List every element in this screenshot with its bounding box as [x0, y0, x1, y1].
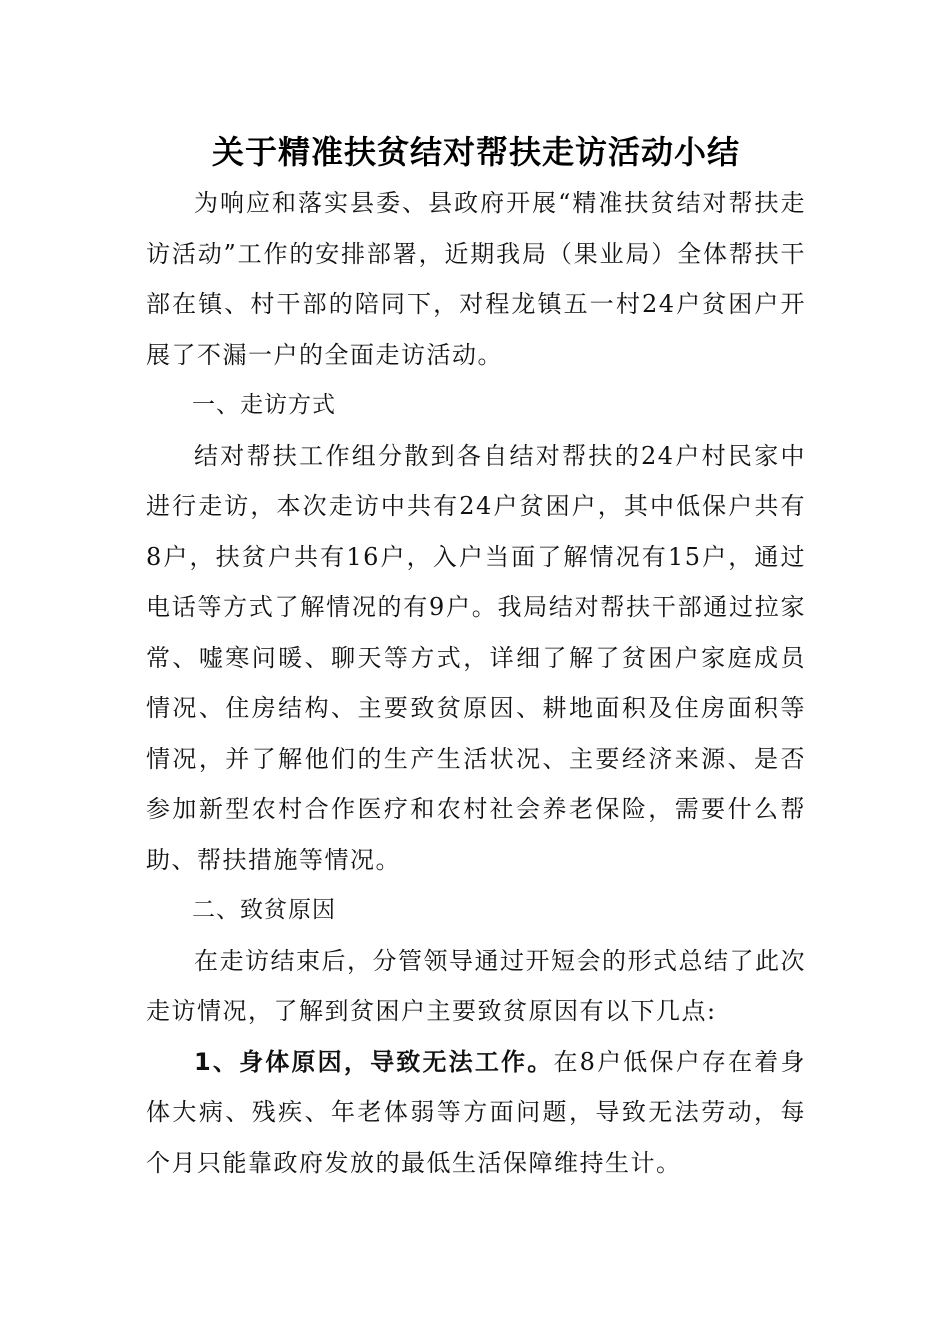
poverty-cause-item-1 [146, 1037, 806, 1189]
section-paragraph-poverty-causes: 在走访结束后，分管领导通过开短会的形式总结了此次走访情况，了解到贫困户主要致贫原因有以下几点: [146, 946, 806, 1025]
document-title: 关于精准扶贫结对帮扶走访活动小结 [211, 133, 740, 171]
section-heading-visit-method: 一、走访方式 [192, 392, 336, 418]
section-heading-poverty-causes: 二、致贫原因 [192, 897, 336, 923]
document-content [146, 126, 806, 1188]
poverty-cause-item-1-lead: 1、身体原因，导致无法工作。 [194, 1047, 554, 1076]
intro-paragraph: 为响应和落实县委、县政府开展“精准扶贫结对帮扶走访活动”工作的安排部署，近期我局（果业局）全体帮扶干部在镇、村干部的陪同下，对程龙镇五一村24户贫困户开展了不漏一户的全面走访活动。 [146, 189, 806, 369]
section-paragraph-visit-method: 结对帮扶工作组分散到各自结对帮扶的24户村民家中进行走访，本次走访中共有24户贫困户，其中低保户共有8户，扶贫户共有16户，入户当面了解情况有15户，通过电话等方式了解情况的有9户。我局结对帮扶干部通过拉家常、嘘寒问暖、聊天等方式，详细了解了贫困户家庭成员情况、住房结构、主要致贫原因、耕地面积及住房面积等情况，并了解他们的生产生活状况、主要经济来源、是否参加新型农村合作医疗和农村社会养老保险，需要什么帮助、帮扶措施等情况。 [146, 441, 806, 874]
poverty-cause-item-1-text: 在8户低保户存在着身体大病、残疾、年老体弱等方面问题，导致无法劳动，每个月只能靠政府发放的最低生活保障维持生计。 [146, 1047, 806, 1177]
